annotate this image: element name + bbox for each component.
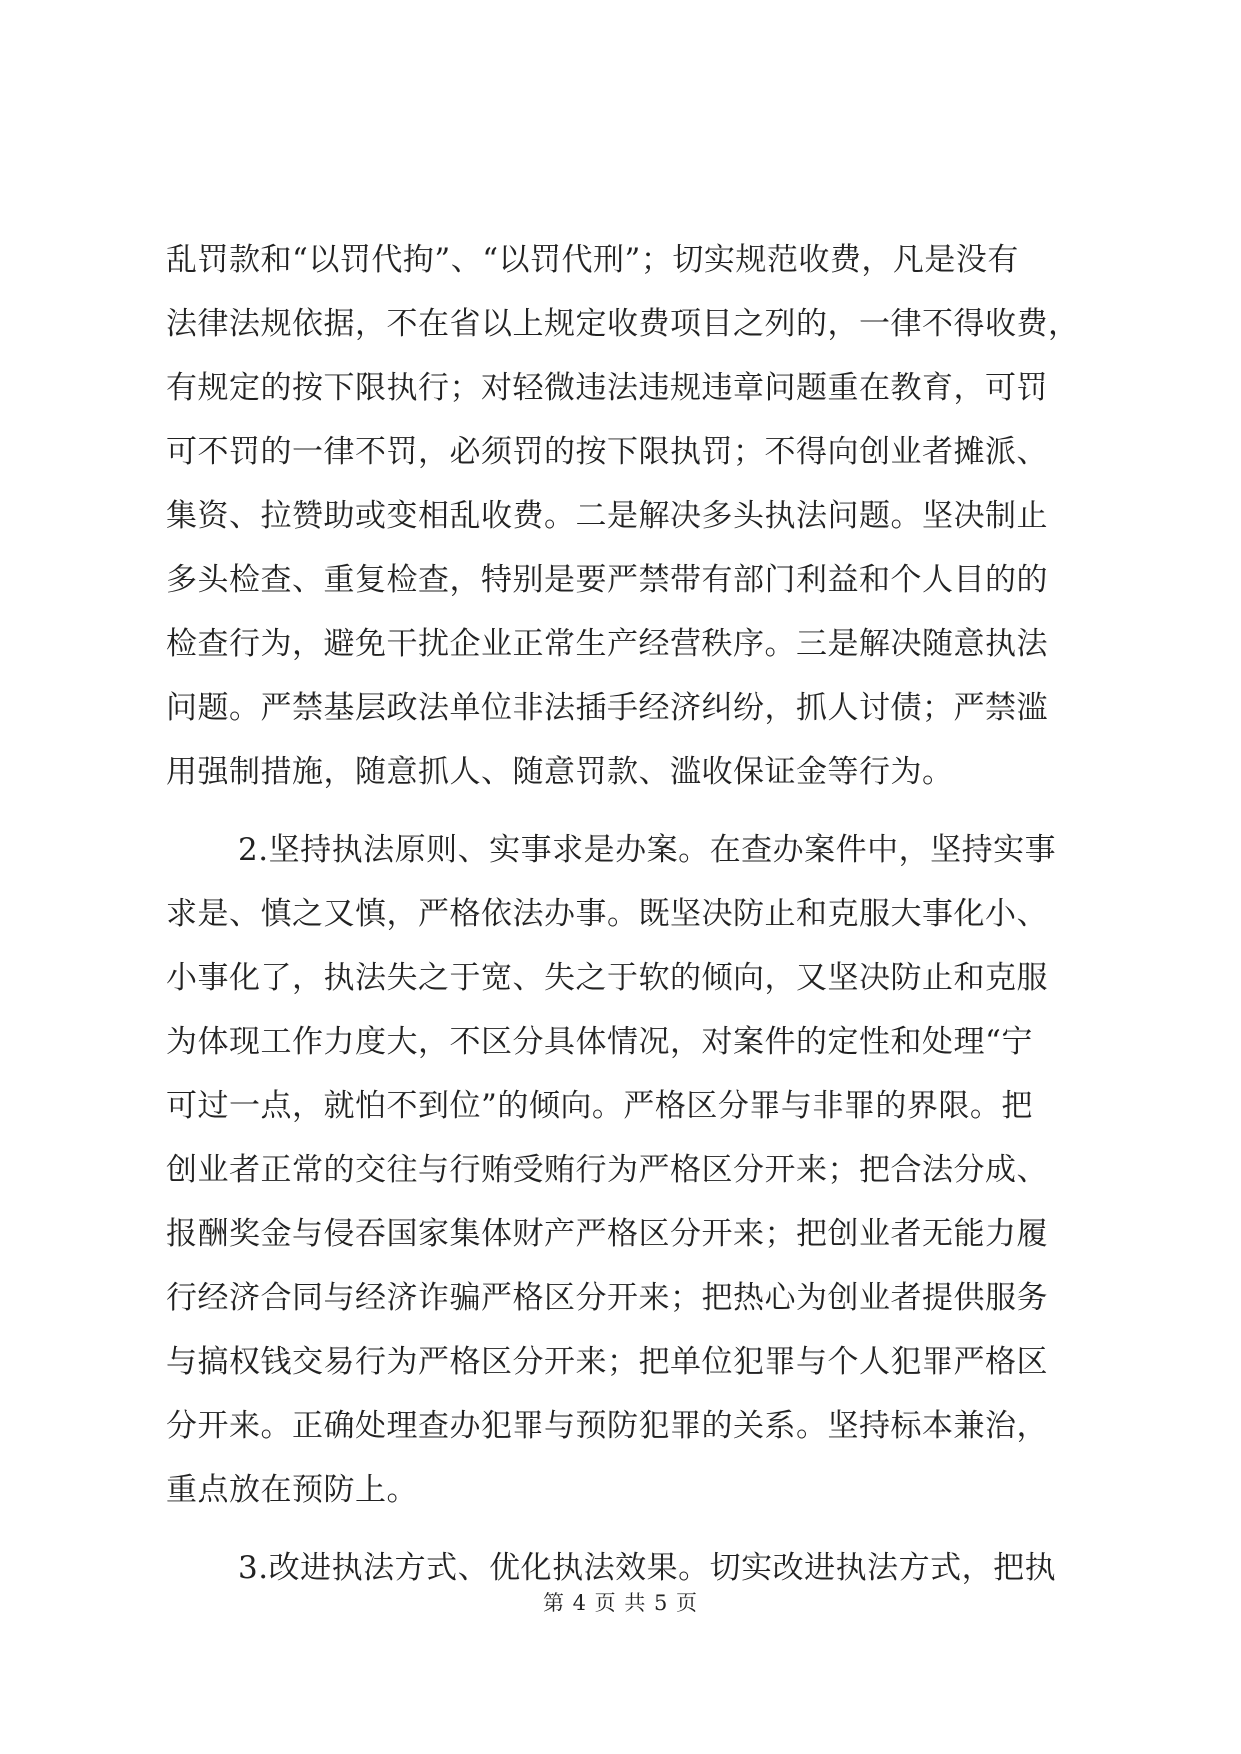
paragraph-2 bbox=[166, 818, 1076, 1522]
paragraph-line: 法律法规依据，不在省以上规定收费项目之列的，一律不得收费， bbox=[166, 306, 1080, 342]
paragraph-line: 3.改进执法方式、优化执法效果。切实改进执法方式，把执 bbox=[238, 1550, 1057, 1586]
paragraph-line: 可过一点，就怕不到位”的倾向。严格区分罪与非罪的界限。把 bbox=[166, 1088, 1033, 1124]
paragraph-line: 用强制措施，随意抓人、随意罚款、滥收保证金等行为。 bbox=[166, 754, 954, 790]
paragraph-line: 创业者正常的交往与行贿受贿行为严格区分开来；把合法分成、 bbox=[166, 1152, 1048, 1188]
paragraph-line: 报酬奖金与侵吞国家集体财产严格区分开来；把创业者无能力履 bbox=[166, 1216, 1048, 1252]
paragraph-line: 2.坚持执法原则、实事求是办案。在查办案件中，坚持实事 bbox=[238, 832, 1057, 868]
paragraph-line: 为体现工作力度大，不区分具体情况，对案件的定性和处理“宁 bbox=[166, 1024, 1033, 1060]
paragraph-line: 小事化了，执法失之于宽、失之于软的倾向，又坚决防止和克服 bbox=[166, 960, 1048, 996]
paragraph-line: 有规定的按下限执行；对轻微违法违规违章问题重在教育，可罚 bbox=[166, 370, 1048, 406]
page-number-footer: 第 4 页 共 5 页 bbox=[542, 1591, 699, 1615]
document-body bbox=[166, 228, 1080, 1600]
paragraph-line: 乱罚款和“以罚代拘”、“以罚代刑”；切实规范收费，凡是没有 bbox=[166, 242, 1019, 278]
paragraph-line: 问题。严禁基层政法单位非法插手经济纠纷，抓人讨债；严禁滥 bbox=[166, 690, 1048, 726]
paragraph-line: 可不罚的一律不罚，必须罚的按下限执罚；不得向创业者摊派、 bbox=[166, 434, 1048, 470]
paragraph-line: 检查行为，避免干扰企业正常生产经营秩序。三是解决随意执法 bbox=[166, 626, 1048, 662]
paragraph-line: 分开来。正确处理查办犯罪与预防犯罪的关系。坚持标本兼治， bbox=[166, 1408, 1048, 1444]
paragraph-line: 行经济合同与经济诈骗严格区分开来；把热心为创业者提供服务 bbox=[166, 1280, 1048, 1316]
paragraph-line: 与搞权钱交易行为严格区分开来；把单位犯罪与个人犯罪严格区 bbox=[166, 1344, 1048, 1380]
paragraph-line: 求是、慎之又慎，严格依法办事。既坚决防止和克服大事化小、 bbox=[166, 896, 1048, 932]
paragraph-1 bbox=[166, 228, 1080, 804]
paragraph-line: 重点放在预防上。 bbox=[166, 1472, 418, 1508]
paragraph-line: 集资、拉赞助或变相乱收费。二是解决多头执法问题。坚决制止 bbox=[166, 498, 1048, 534]
paragraph-line: 多头检查、重复检查，特别是要严禁带有部门利益和个人目的的 bbox=[166, 562, 1048, 598]
